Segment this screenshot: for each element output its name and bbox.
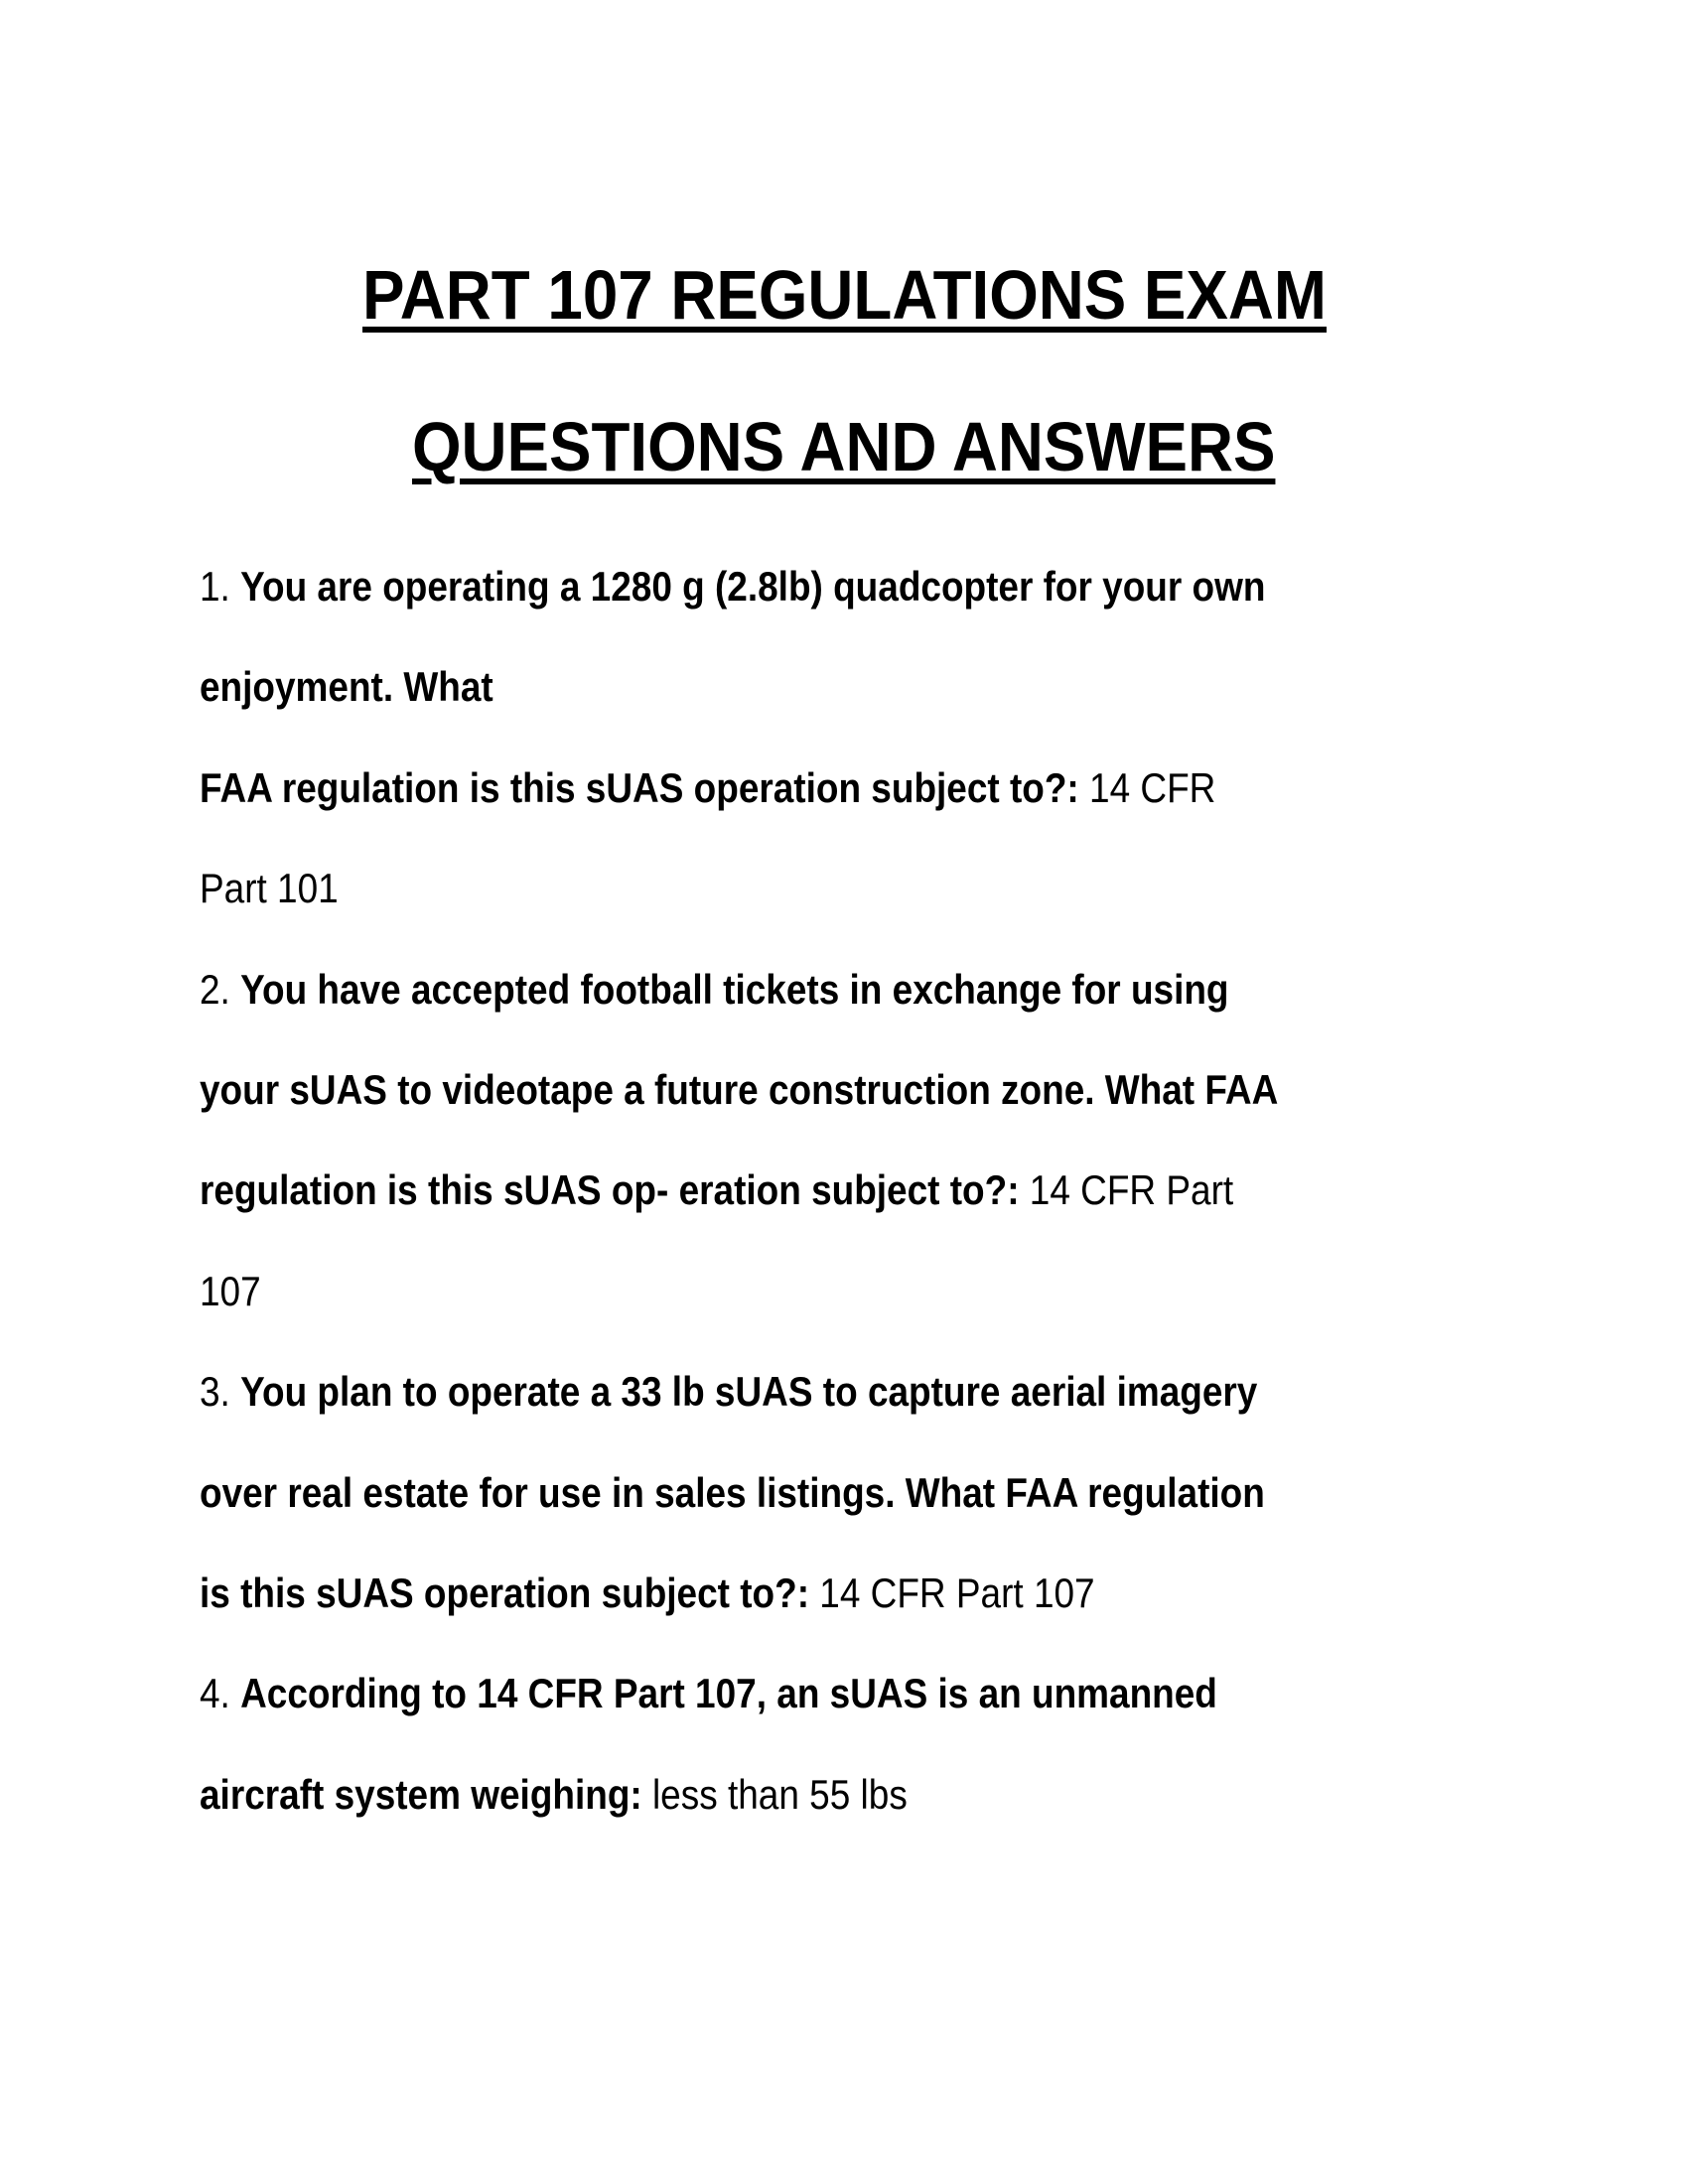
answer-text: 107 — [200, 1267, 261, 1314]
question-text: You are operating a 1280 g (2.8lb) quadcopter for your own — [240, 563, 1266, 610]
question-text: According to 14 CFR Part 107, an sUAS is an unmanned — [240, 1670, 1217, 1717]
question-text: over real estate for use in sales listings. What FAA regulation — [200, 1468, 1265, 1516]
question-text: your sUAS to videotape a future construction zone. What FAA — [200, 1066, 1279, 1113]
answer-text: 2. — [200, 965, 241, 1013]
text-line — [200, 1770, 908, 1818]
answer-text: 14 CFR Part 107 — [809, 1570, 1095, 1616]
text-line — [200, 763, 1216, 811]
question-text: aircraft system weighing: — [200, 1770, 642, 1818]
text-line — [200, 1066, 1279, 1113]
question-text: regulation is this sUAS op- eration subject to?: — [200, 1166, 1020, 1214]
document-title-line-1 — [0, 256, 1688, 334]
question-text: You plan to operate a 33 lb sUAS to capture aerial imagery — [240, 1368, 1258, 1416]
answer-text: Part 101 — [200, 865, 339, 912]
text-line — [200, 1368, 1258, 1416]
question-text: enjoyment. What — [200, 663, 493, 711]
text-line — [200, 1468, 1265, 1516]
text-line — [200, 1267, 261, 1314]
text-line — [200, 965, 1229, 1013]
title-text: QUESTIONS AND ANSWERS — [412, 408, 1276, 485]
answer-text: less than 55 lbs — [641, 1770, 908, 1818]
question-text: FAA regulation is this sUAS operation subject to?: — [200, 763, 1079, 811]
text-line — [200, 1670, 1217, 1717]
answer-text: 14 CFR — [1078, 763, 1216, 811]
text-line — [200, 865, 339, 912]
text-line — [200, 663, 493, 711]
title-text: PART 107 REGULATIONS EXAM — [361, 256, 1327, 334]
text-line — [200, 563, 1266, 610]
answer-text: 1. — [200, 563, 241, 610]
answer-text: 3. — [200, 1368, 241, 1416]
document-title-line-2 — [0, 408, 1688, 485]
question-text: is this sUAS operation subject to?: — [200, 1570, 810, 1616]
text-line — [200, 1166, 1234, 1214]
answer-text: 14 CFR Part — [1019, 1166, 1234, 1214]
question-text: You have accepted football tickets in exchange for using — [240, 965, 1229, 1013]
text-line — [200, 1572, 1095, 1614]
answer-text: 4. — [200, 1670, 241, 1717]
